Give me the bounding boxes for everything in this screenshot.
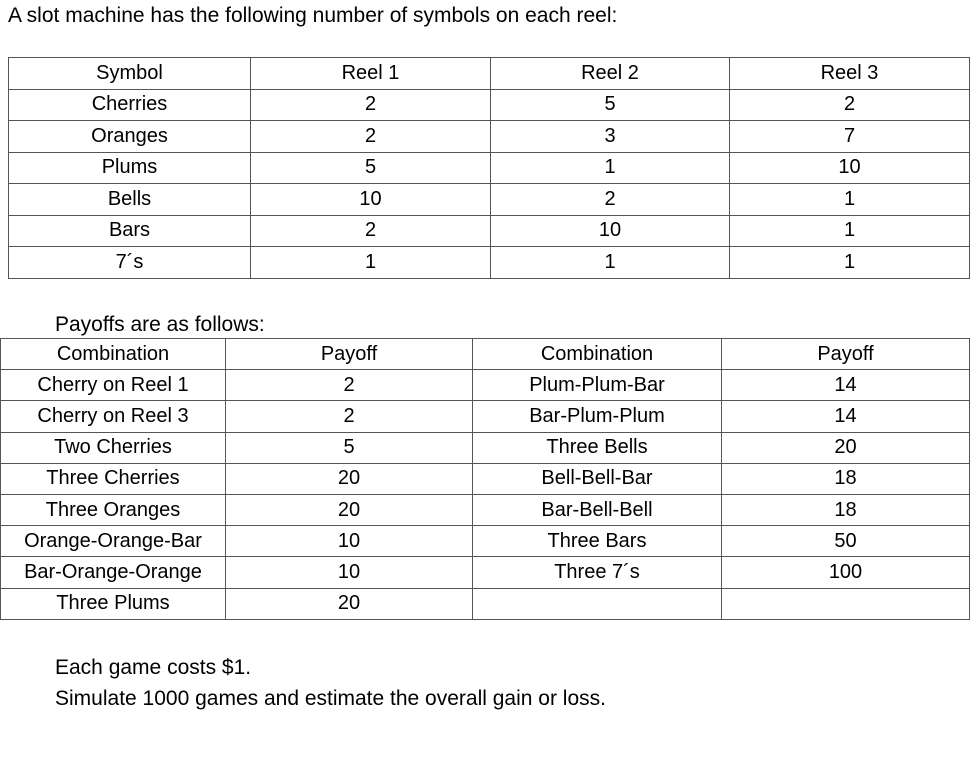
table-row	[1, 494, 970, 525]
game-cost-text: Each game costs $1.	[55, 656, 252, 679]
table-cell: 14	[722, 401, 970, 432]
table-header-row	[9, 58, 970, 90]
table-cell: 1	[730, 215, 970, 247]
table-cell: 2	[251, 121, 491, 153]
table-cell: Bar-Orange-Orange	[1, 557, 226, 588]
payoffs-label: Payoffs are as follows:	[55, 313, 265, 336]
table-row	[9, 215, 970, 247]
header-cell: Reel 1	[251, 58, 491, 90]
header-cell: Reel 3	[730, 58, 970, 90]
table-row	[9, 121, 970, 153]
header-cell: Payoff	[722, 339, 970, 370]
header-cell: Combination	[1, 339, 226, 370]
table-cell: 10	[226, 526, 473, 557]
table-row	[1, 526, 970, 557]
table-cell: Bar-Plum-Plum	[473, 401, 722, 432]
table-cell: 3	[491, 121, 730, 153]
table-cell: 18	[722, 494, 970, 525]
table-cell: 50	[722, 526, 970, 557]
header-cell: Combination	[473, 339, 722, 370]
header-cell: Reel 2	[491, 58, 730, 90]
table-row	[9, 184, 970, 216]
table-cell: Three Plums	[1, 588, 226, 619]
table-cell: 10	[226, 557, 473, 588]
header-cell: Payoff	[226, 339, 473, 370]
table-cell: Plum-Plum-Bar	[473, 370, 722, 401]
table-cell: 1	[491, 152, 730, 184]
table-cell: 7	[730, 121, 970, 153]
table-cell: 2	[226, 401, 473, 432]
table-cell: Oranges	[9, 121, 251, 153]
table-row	[9, 89, 970, 121]
table-cell: Three Oranges	[1, 494, 226, 525]
table-cell: Cherry on Reel 1	[1, 370, 226, 401]
table-cell: Cherry on Reel 3	[1, 401, 226, 432]
table-cell: Two Cherries	[1, 432, 226, 463]
table-cell: 2	[730, 89, 970, 121]
table-cell: 20	[226, 494, 473, 525]
table-cell: 20	[226, 588, 473, 619]
table-cell: 18	[722, 463, 970, 494]
table-cell: 1	[251, 247, 491, 279]
table-cell: 5	[251, 152, 491, 184]
table-cell	[473, 588, 722, 619]
table-cell: Three 7´s	[473, 557, 722, 588]
table-cell: Bell-Bell-Bar	[473, 463, 722, 494]
table-row	[9, 247, 970, 279]
table-cell: 10	[491, 215, 730, 247]
table-cell: 1	[730, 247, 970, 279]
table-cell: 10	[251, 184, 491, 216]
table-cell: 100	[722, 557, 970, 588]
table-cell: Bars	[9, 215, 251, 247]
table-header-row	[1, 339, 970, 370]
table-cell: 7´s	[9, 247, 251, 279]
table-cell: 5	[491, 89, 730, 121]
simulation-task-text: Simulate 1000 games and estimate the overall gain or loss.	[55, 687, 606, 710]
table-cell: 2	[226, 370, 473, 401]
table-cell: Three Cherries	[1, 463, 226, 494]
payoff-table	[0, 338, 970, 620]
table-cell: Bar-Bell-Bell	[473, 494, 722, 525]
table-cell: Bells	[9, 184, 251, 216]
table-cell: 1	[491, 247, 730, 279]
table-cell: 1	[730, 184, 970, 216]
table-row	[1, 588, 970, 619]
table-row	[1, 432, 970, 463]
table-cell	[722, 588, 970, 619]
table-row	[1, 463, 970, 494]
table-row	[1, 370, 970, 401]
table-cell: 2	[251, 215, 491, 247]
table-cell: 2	[491, 184, 730, 216]
table-cell: Orange-Orange-Bar	[1, 526, 226, 557]
table-row	[9, 152, 970, 184]
table-cell: 10	[730, 152, 970, 184]
reel-symbol-table	[8, 57, 970, 279]
table-cell: 2	[251, 89, 491, 121]
intro-text: A slot machine has the following number of symbols on each reel:	[8, 4, 618, 27]
table-cell: Three Bells	[473, 432, 722, 463]
table-cell: 14	[722, 370, 970, 401]
table-cell: 20	[226, 463, 473, 494]
table-cell: 20	[722, 432, 970, 463]
header-cell: Symbol	[9, 58, 251, 90]
table-cell: 5	[226, 432, 473, 463]
table-cell: Three Bars	[473, 526, 722, 557]
table-row	[1, 557, 970, 588]
table-cell: Cherries	[9, 89, 251, 121]
table-cell: Plums	[9, 152, 251, 184]
table-row	[1, 401, 970, 432]
